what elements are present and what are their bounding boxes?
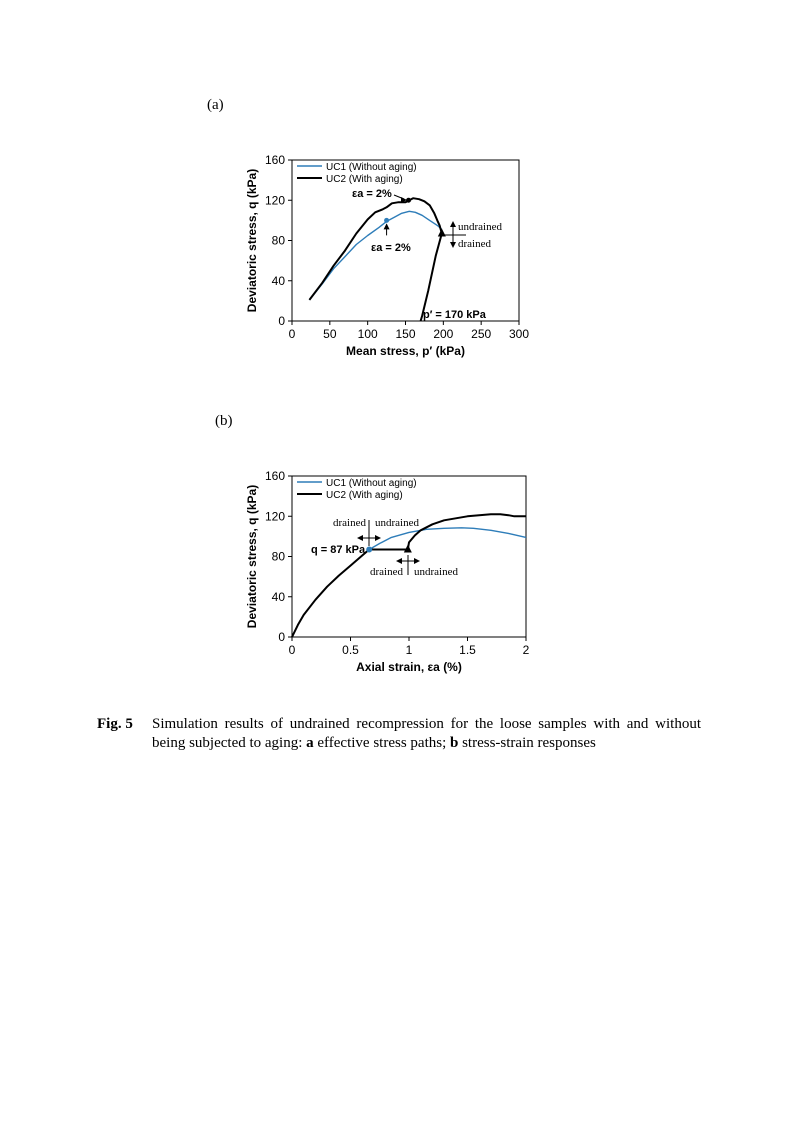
y-axis-title: Deviatoric stress, q (kPa)	[245, 168, 259, 313]
x-tick-label: 2	[522, 643, 530, 657]
y-tick-label: 120	[264, 509, 285, 524]
legend-label-1: UC1 (Without aging)	[326, 478, 417, 489]
undrained-label-top: undrained	[375, 517, 419, 529]
panel-a-label: (a)	[207, 97, 224, 113]
legend-label-2: UC2 (With aging)	[326, 490, 403, 501]
caption-text	[152, 715, 701, 753]
y-tick-label: 120	[264, 193, 285, 208]
caption-bold-a: a	[306, 735, 314, 751]
cross-top-left-head	[357, 535, 363, 541]
caption-bold-b: b	[450, 735, 459, 751]
y-axis-title: Deviatoric stress, q (kPa)	[245, 484, 259, 629]
cross-bottom-left-head	[396, 558, 402, 564]
caption-part-3: stress-strain responses	[458, 735, 596, 751]
pressure-label: p′ = 170 kPa	[423, 309, 486, 321]
y-tick-label: 40	[271, 589, 285, 604]
x-tick-label: 1.5	[459, 643, 476, 657]
uc2-triangle-marker-b	[404, 544, 412, 552]
figure-number: Fig. 5	[97, 716, 133, 732]
x-axis-title: Axial strain, εa (%)	[356, 660, 462, 674]
y-tick-label: 0	[278, 630, 285, 644]
x-tick-label: 150	[395, 327, 416, 341]
x-tick-label: 0	[288, 643, 296, 657]
x-tick-label: 0	[288, 327, 296, 341]
x-tick-label: 300	[508, 327, 530, 341]
y-tick-label: 160	[264, 469, 285, 483]
x-tick-label: 100	[357, 327, 378, 341]
x-tick-label: 200	[433, 327, 454, 341]
y-tick-label: 0	[278, 314, 285, 328]
x-tick-label: 250	[471, 327, 492, 341]
drained-label-top: drained	[333, 517, 366, 529]
x-tick-label: 0.5	[342, 643, 359, 657]
q-label: q = 87 kPa	[311, 544, 366, 556]
legend-label-2: UC2 (With aging)	[326, 174, 403, 185]
series-line-1	[369, 528, 526, 550]
cross-top-right-head	[375, 535, 381, 541]
y-tick-label: 40	[271, 273, 285, 288]
y-tick-label: 160	[264, 153, 285, 167]
caption-part-2: effective stress paths;	[313, 735, 450, 751]
drained-label-bottom: drained	[370, 566, 403, 578]
cross-bottom-right-head	[414, 558, 420, 564]
legend-label-1: UC1 (Without aging)	[326, 162, 417, 173]
x-tick-label: 1	[405, 643, 413, 657]
panel-b-label: (b)	[215, 413, 233, 429]
uc1-marker-b	[366, 546, 372, 552]
figure-caption	[97, 715, 701, 753]
undrained-label-a: undrained	[458, 221, 502, 233]
y-tick-label: 80	[271, 233, 285, 248]
x-axis-title: Mean stress, p′ (kPa)	[346, 344, 465, 358]
strain-label-uc2: εa = 2%	[352, 188, 392, 200]
drained-label-a: drained	[458, 238, 491, 250]
caption-part-1: Simulation results of undrained recompression for the loose samples with and without being subjected to aging:	[152, 716, 701, 751]
strain-label-uc1: εa = 2%	[371, 242, 411, 254]
x-tick-label: 50	[323, 327, 337, 341]
y-tick-label: 80	[271, 549, 285, 564]
undrained-label-bottom: undrained	[414, 566, 458, 578]
